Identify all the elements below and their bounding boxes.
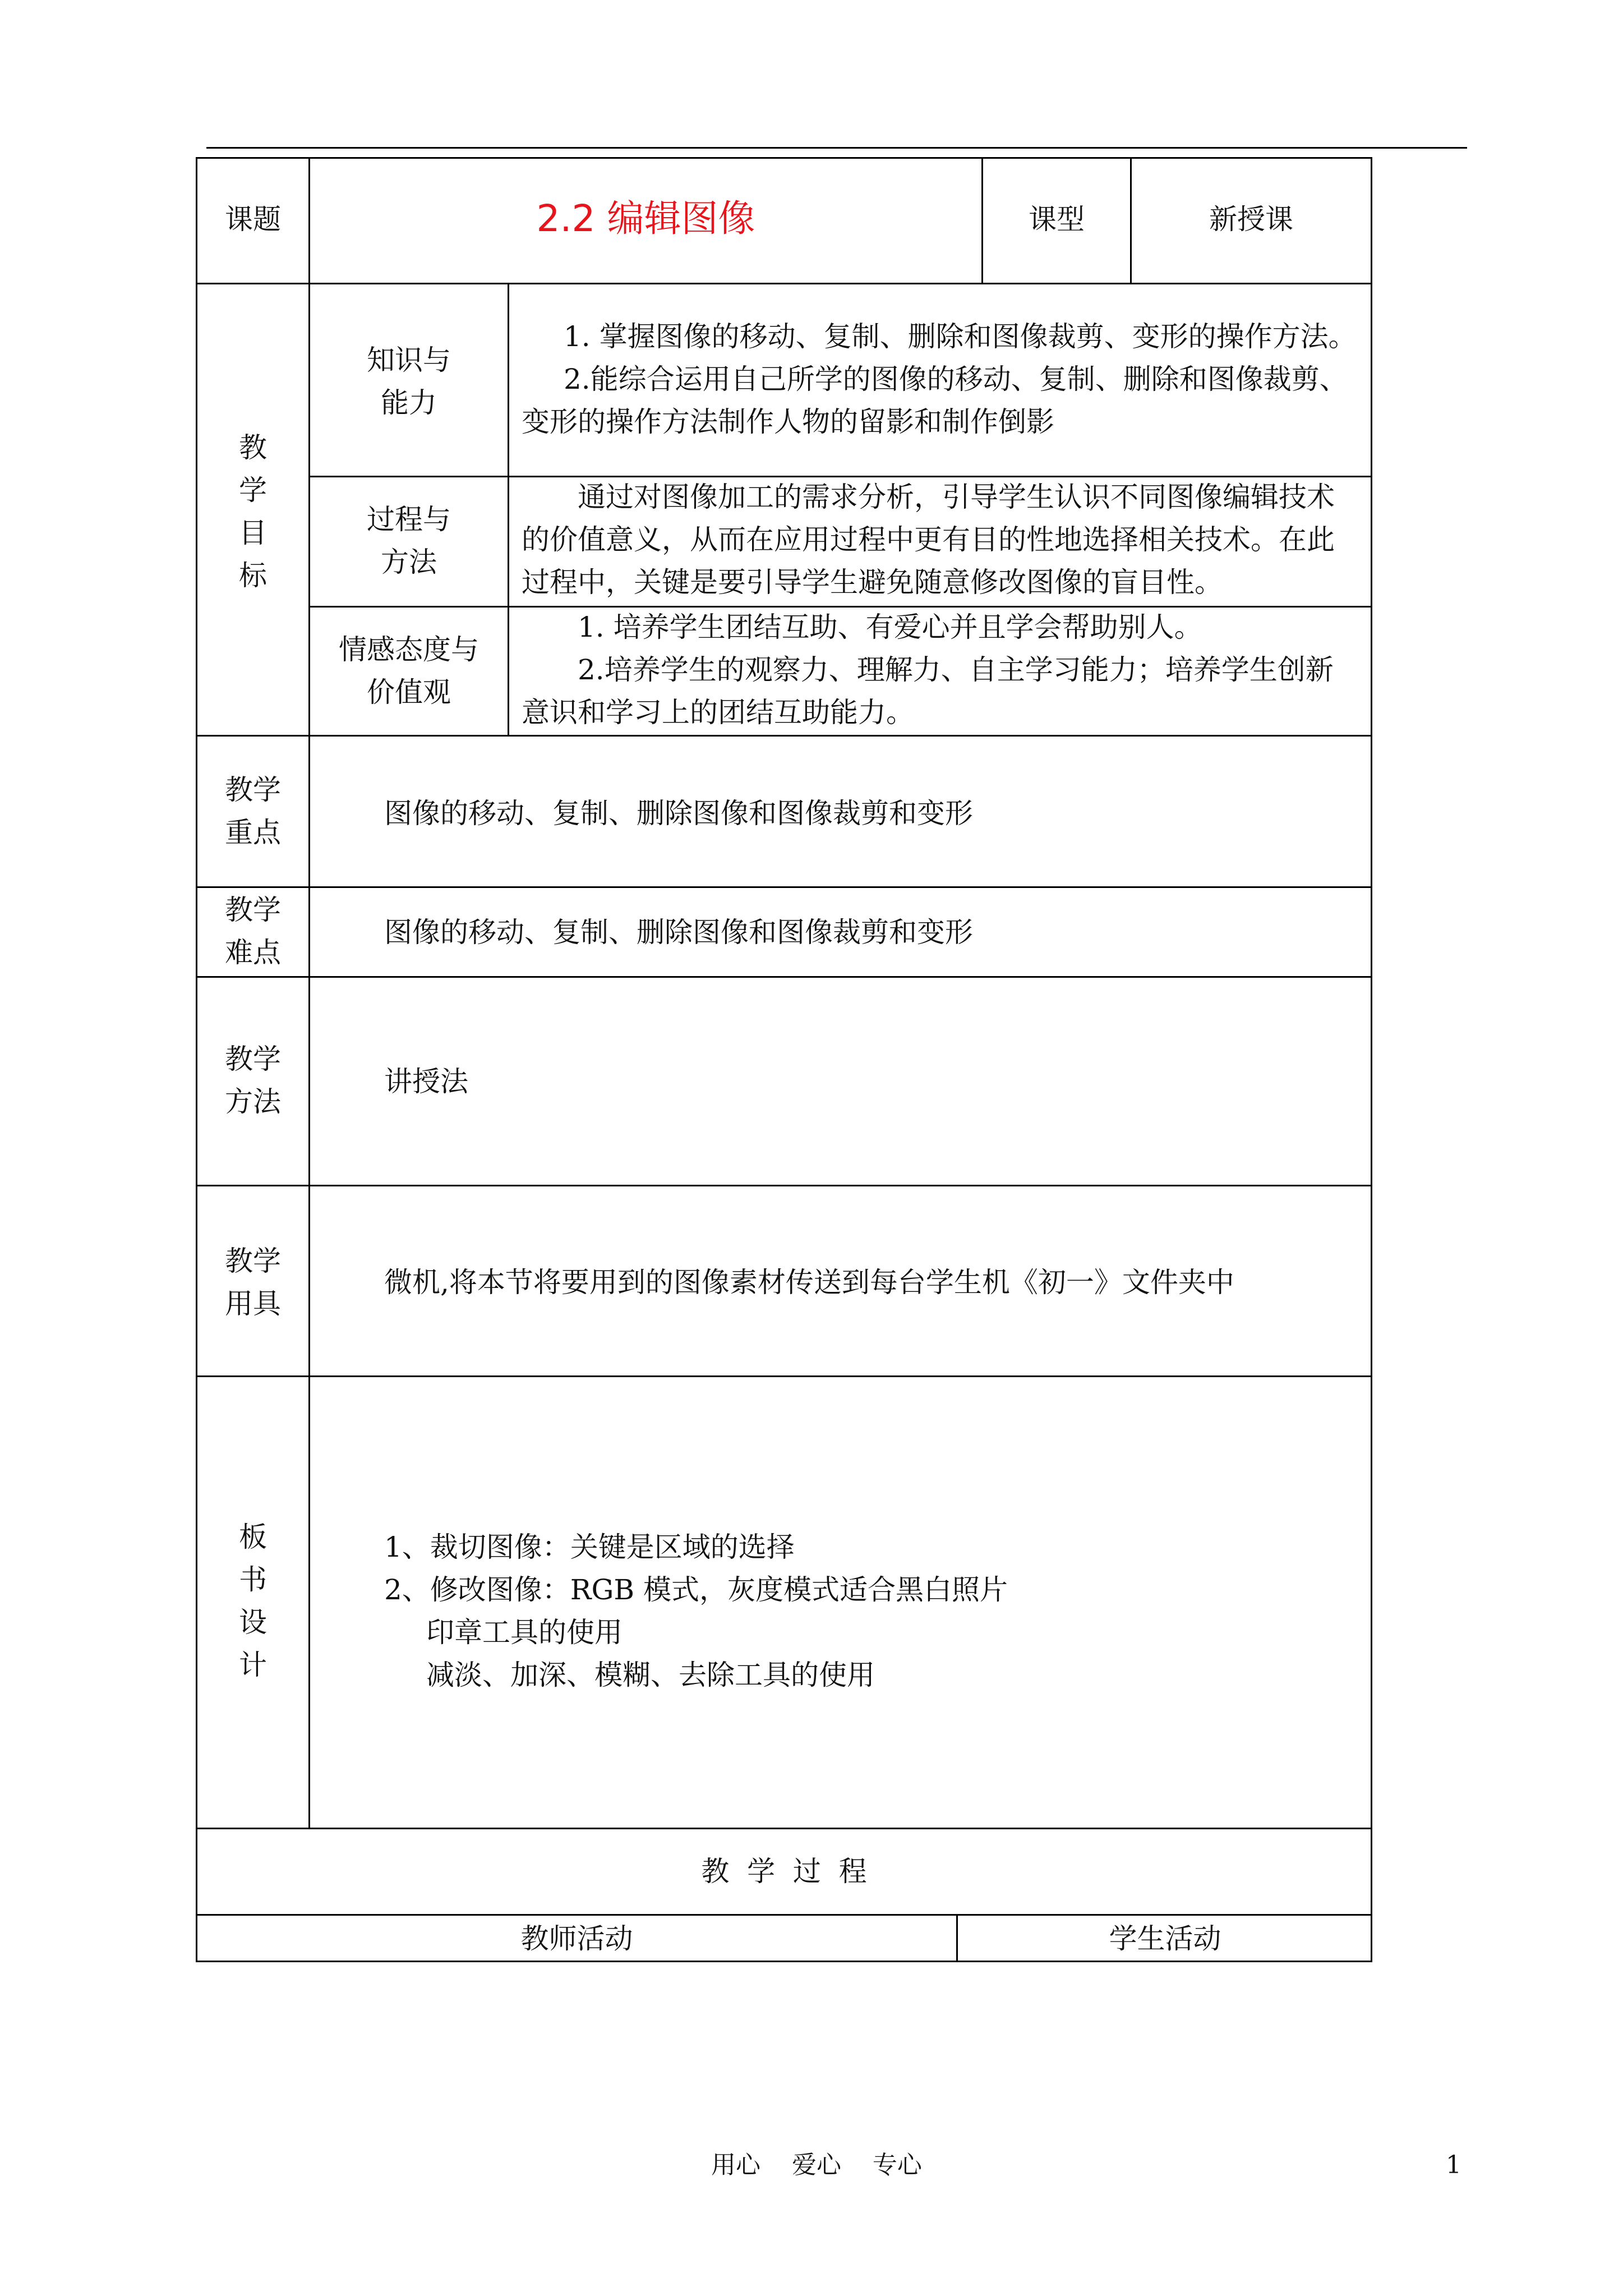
row-divider (196, 283, 1372, 284)
emotion-label: 情感态度与 (339, 633, 479, 666)
objectives-label: 教 (239, 431, 267, 464)
footer-motto: 用心 爱心 专心 (711, 2151, 922, 2179)
sublabel-divider (508, 283, 509, 735)
board-line: 2、修改图像：RGB 模式，灰度模式适合黑白照片 (384, 1573, 1008, 1606)
board-line: 印章工具的使用 (426, 1616, 623, 1649)
process-section-title: 教 学 过 程 (701, 1855, 867, 1888)
objectives-label: 标 (239, 559, 267, 592)
key-points-label: 教学 (225, 774, 281, 806)
tools-label: 教学 (225, 1245, 281, 1277)
tools-text: 微机,将本节将要用到的图像素材传送到每台学生机《初一》文件夹中 (384, 1266, 1234, 1299)
board-label: 计 (239, 1649, 267, 1681)
row-divider (196, 1914, 1372, 1916)
header-rule (206, 147, 1467, 149)
emotion-line: 1. 培养学生团结互助、有爱心并且学会帮助别人。 (578, 611, 1202, 643)
method-label: 教学 (225, 1043, 281, 1075)
row-divider (196, 886, 1372, 888)
process-label: 方法 (381, 546, 437, 578)
row-divider (196, 976, 1372, 978)
process-line: 的价值意义，从而在应用过程中更有目的性地选择相关技术。在此 (522, 523, 1335, 556)
student-activity-header: 学生活动 (1109, 1922, 1221, 1955)
row-divider (196, 1828, 1372, 1829)
row-divider (196, 735, 1372, 737)
method-text: 讲授法 (384, 1065, 468, 1098)
row-divider (196, 1375, 1372, 1377)
board-line: 减淡、加深、模糊、去除工具的使用 (426, 1659, 875, 1691)
emotion-label: 价值观 (367, 676, 451, 708)
method-label: 方法 (225, 1085, 281, 1118)
key-points-text: 图像的移动、复制、删除图像和图像裁剪和变形 (384, 797, 973, 830)
board-label: 书 (239, 1563, 267, 1596)
page-number: 1 (1446, 2151, 1461, 2179)
process-line: 过程中，关键是要引导学生避免随意修改图像的盲目性。 (522, 566, 1223, 599)
emotion-line: 2.培养学生的观察力、理解力、自主学习能力；培养学生创新 (578, 654, 1334, 686)
knowledge-line: 2.能综合运用自己所学的图像的移动、复制、删除和图像裁剪、 (564, 363, 1348, 395)
process-label: 过程与 (367, 503, 451, 536)
row-divider (196, 1185, 1372, 1186)
knowledge-label: 能力 (381, 386, 437, 419)
board-line: 1、裁切图像：关键是区域的选择 (384, 1531, 795, 1563)
difficulties-label: 教学 (225, 894, 281, 926)
topic-label: 课题 (225, 203, 281, 236)
tools-label: 用具 (225, 1287, 281, 1320)
knowledge-label: 知识与 (367, 344, 451, 376)
process-line: 通过对图像加工的需求分析，引导学生认识不同图像编辑技术 (578, 481, 1335, 513)
knowledge-line: 1. 掌握图像的移动、复制、删除和图像裁剪、变形的操作方法。 (564, 320, 1357, 353)
lesson-title: 2.2 编辑图像 (536, 197, 755, 240)
objectives-label: 学 (239, 474, 267, 507)
difficulties-label: 难点 (225, 936, 281, 969)
key-points-label: 重点 (225, 816, 281, 849)
teacher-activity-header: 教师活动 (520, 1922, 633, 1955)
type-label: 课型 (1029, 203, 1085, 236)
objectives-label: 目 (239, 517, 267, 549)
knowledge-line: 变形的操作方法制作人物的留影和制作倒影 (522, 406, 1054, 438)
type-value: 新授课 (1209, 203, 1293, 236)
difficulties-text: 图像的移动、复制、删除图像和图像裁剪和变形 (384, 916, 973, 949)
board-label: 设 (239, 1606, 267, 1639)
board-label: 板 (239, 1521, 267, 1553)
emotion-line: 意识和学习上的团结互助能力。 (522, 696, 914, 729)
